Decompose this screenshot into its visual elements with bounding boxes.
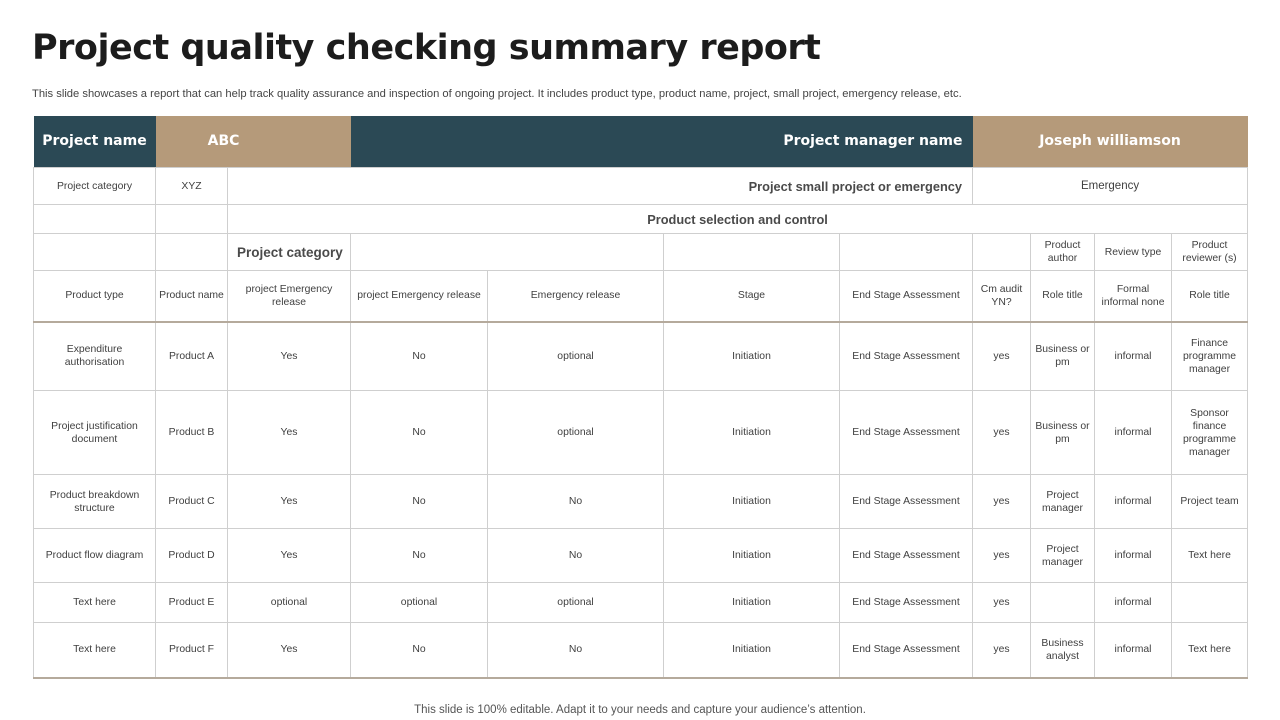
column-header: project Emergency release: [351, 271, 488, 322]
table-cell: informal: [1095, 529, 1172, 583]
page-subtitle: This slide showcases a report that can help track quality assurance and inspection of ongoing project. It includes product type, product name, project, small project, emergency release, etc.: [32, 88, 962, 100]
product-author-label: Product author: [1031, 234, 1095, 271]
table-cell: Business analyst: [1031, 623, 1095, 678]
table-body: [34, 322, 1248, 678]
empty-cell: [156, 205, 228, 234]
table-cell: End Stage Assessment: [840, 583, 973, 623]
selection-label: Product selection and control: [228, 205, 1248, 234]
table-cell: End Stage Assessment: [840, 623, 973, 678]
table-cell: [1031, 583, 1095, 623]
table-cell: informal: [1095, 475, 1172, 529]
table-cell: Text here: [1172, 623, 1248, 678]
table-cell: End Stage Assessment: [840, 475, 973, 529]
table-cell: Initiation: [664, 623, 840, 678]
table-row: [34, 322, 1248, 391]
project-manager-label: Project manager name: [351, 116, 973, 168]
table-cell: Product D: [156, 529, 228, 583]
table-cell: Initiation: [664, 391, 840, 475]
table-cell: No: [488, 475, 664, 529]
table-cell: Initiation: [664, 583, 840, 623]
table-cell: No: [351, 475, 488, 529]
product-reviewers-label: Product reviewer (s): [1172, 234, 1248, 271]
table-cell: Product B: [156, 391, 228, 475]
table-cell: Project team: [1172, 475, 1248, 529]
empty-cell: [840, 234, 973, 271]
table-cell: Initiation: [664, 475, 840, 529]
table-cell: Product flow diagram: [34, 529, 156, 583]
table-cell: optional: [488, 391, 664, 475]
table-cell: optional: [351, 583, 488, 623]
table-cell: informal: [1095, 583, 1172, 623]
empty-cell: [351, 234, 664, 271]
table-cell: informal: [1095, 322, 1172, 391]
table-cell: [1172, 583, 1248, 623]
column-header: Emergency release: [488, 271, 664, 322]
table-cell: Finance programme manager: [1172, 322, 1248, 391]
table-cell: End Stage Assessment: [840, 391, 973, 475]
empty-cell: [34, 234, 156, 271]
table-cell: optional: [488, 583, 664, 623]
table-cell: End Stage Assessment: [840, 529, 973, 583]
table-cell: yes: [973, 475, 1031, 529]
table-cell: No: [488, 529, 664, 583]
empty-cell: [664, 234, 840, 271]
table-cell: Sponsor finance programme manager: [1172, 391, 1248, 475]
table-cell: yes: [973, 583, 1031, 623]
table-row: [34, 623, 1248, 678]
table-cell: No: [351, 322, 488, 391]
page-title: Project quality checking summary report: [32, 28, 821, 68]
column-header: Product type: [34, 271, 156, 322]
table-cell: Text here: [34, 583, 156, 623]
table-cell: No: [351, 391, 488, 475]
table-cell: No: [351, 529, 488, 583]
table-cell: informal: [1095, 623, 1172, 678]
table-cell: No: [488, 623, 664, 678]
header-row: [34, 116, 1248, 168]
column-header: Role title: [1172, 271, 1248, 322]
category-label: Project category: [34, 168, 156, 205]
footer-note: This slide is 100% editable. Adapt it to your needs and capture your audience’s attention.: [414, 704, 866, 716]
table-cell: Yes: [228, 475, 351, 529]
table-cell: yes: [973, 623, 1031, 678]
table-cell: Product E: [156, 583, 228, 623]
review-type-label: Review type: [1095, 234, 1172, 271]
column-header-row: [34, 271, 1248, 322]
table-cell: End Stage Assessment: [840, 322, 973, 391]
selection-row: [34, 205, 1248, 234]
table-cell: yes: [973, 529, 1031, 583]
table-cell: yes: [973, 322, 1031, 391]
quality-report-table: [33, 116, 1248, 679]
table-cell: Initiation: [664, 322, 840, 391]
table-cell: optional: [488, 322, 664, 391]
table-cell: Yes: [228, 529, 351, 583]
table-cell: Project manager: [1031, 475, 1095, 529]
table-cell: Product F: [156, 623, 228, 678]
column-header: Product name: [156, 271, 228, 322]
table-cell: Yes: [228, 322, 351, 391]
small-or-emergency-value: Emergency: [973, 168, 1248, 205]
project-name-label: Project name: [34, 116, 156, 168]
project-manager-value: Joseph williamson: [973, 116, 1248, 168]
table-row: [34, 391, 1248, 475]
column-header: Stage: [664, 271, 840, 322]
table-cell: Product C: [156, 475, 228, 529]
category-row: [34, 168, 1248, 205]
empty-cell: [34, 205, 156, 234]
table-cell: Yes: [228, 623, 351, 678]
table-cell: Business or pm: [1031, 322, 1095, 391]
table-cell: Text here: [34, 623, 156, 678]
column-header: Formal informal none: [1095, 271, 1172, 322]
column-header: Cm audit YN?: [973, 271, 1031, 322]
subheader-row: [34, 234, 1248, 271]
project-category-label: Project category: [228, 234, 351, 271]
table-row: [34, 529, 1248, 583]
table-cell: Initiation: [664, 529, 840, 583]
table-row: [34, 475, 1248, 529]
table-cell: yes: [973, 391, 1031, 475]
empty-cell: [156, 234, 228, 271]
table-cell: Expenditure authorisation: [34, 322, 156, 391]
table-cell: Product A: [156, 322, 228, 391]
category-value: XYZ: [156, 168, 228, 205]
table-cell: optional: [228, 583, 351, 623]
small-or-emergency-label: Project small project or emergency: [228, 168, 973, 205]
table-cell: Yes: [228, 391, 351, 475]
table-cell: Project manager: [1031, 529, 1095, 583]
table-cell: Product breakdown structure: [34, 475, 156, 529]
table-cell: Project justification document: [34, 391, 156, 475]
table-row: [34, 583, 1248, 623]
empty-cell: [973, 234, 1031, 271]
table-cell: Text here: [1172, 529, 1248, 583]
column-header: End Stage Assessment: [840, 271, 973, 322]
table-cell: No: [351, 623, 488, 678]
table-cell: Business or pm: [1031, 391, 1095, 475]
column-header: project Emergency release: [228, 271, 351, 322]
table-cell: informal: [1095, 391, 1172, 475]
project-name-value: ABC: [156, 116, 351, 168]
column-header: Role title: [1031, 271, 1095, 322]
